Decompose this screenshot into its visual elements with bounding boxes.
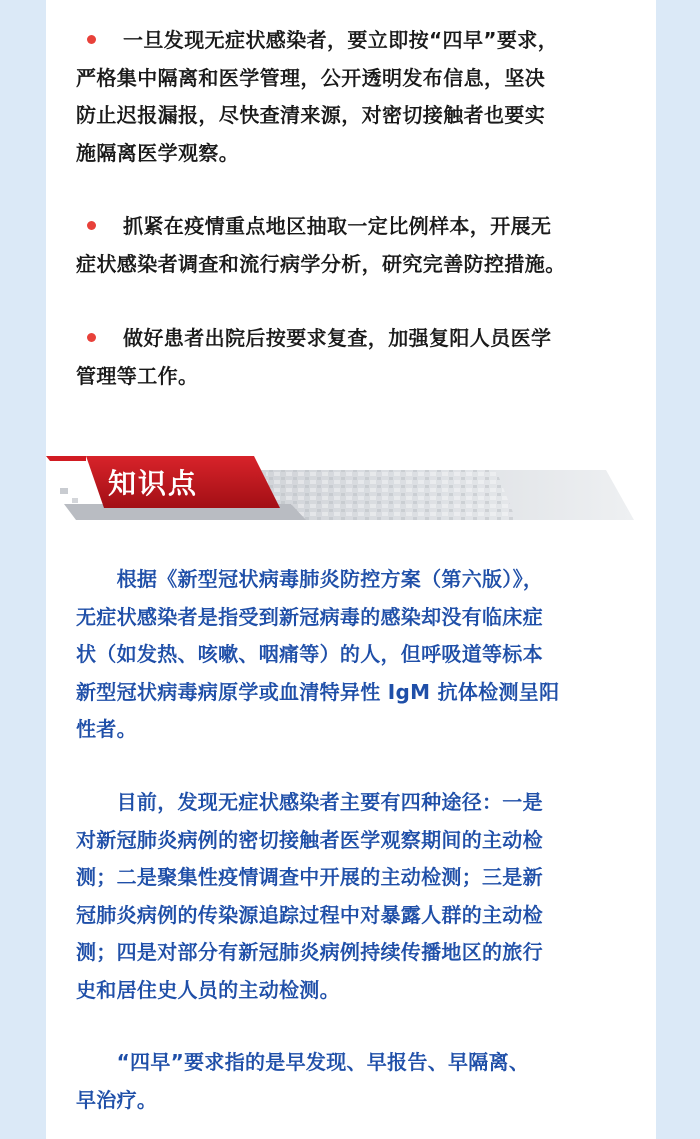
bullet-text: 防止迟报漏报，尽快查清来源，对密切接触者也要实 (76, 103, 546, 127)
bullet-text: 做好患者出院后按要求复查，加强复阳人员医学 (123, 326, 552, 350)
paragraph-line: 新型冠状病毒病原学或血清特异性 IgM 抗体检测呈阳 (76, 679, 560, 704)
bullet-dot-icon (87, 221, 96, 230)
content-card (46, 0, 656, 1139)
paragraph-line: 冠肺炎病例的传染源追踪过程中对暴露人群的主动检 (76, 902, 543, 927)
paragraph-2 (76, 784, 636, 1009)
bullet-text: 管理等工作。 (76, 363, 199, 388)
paragraph-line: 测；四是对部分有新冠肺炎病例持续传播地区的旅行 (76, 940, 543, 964)
bullet-text: 严格集中隔离和医学管理，公开透明发布信息，坚决 (76, 65, 546, 90)
paragraph-line: 根据《新型冠状病毒肺炎防控方案（第六版）》， (76, 567, 544, 591)
paragraph-line: “四早”要求指的是早发现、早报告、早隔离、 (76, 1050, 530, 1074)
paragraph-line: 对新冠肺炎病例的密切接触者医学观察期间的主动检 (76, 827, 543, 852)
bullet-line (76, 22, 636, 60)
bullet-line (76, 320, 636, 358)
bullet-text: 症状感染者调查和流行病学分析，研究完善防控措施。 (76, 251, 566, 276)
paragraph-line: 状（如发热、咳嗽、咽痛等）的人，但呼吸道等标本 (76, 642, 543, 666)
bullet-item-2 (76, 208, 636, 283)
section-banner (46, 448, 656, 528)
paragraph-line: 早治疗。 (76, 1087, 158, 1112)
bullet-line (76, 208, 636, 246)
paragraph-line: 测；二是聚集性疫情调查中开展的主动检测；三是新 (76, 865, 543, 889)
bullet-text: 施隔离医学观察。 (76, 140, 240, 165)
paragraph-line: 史和居住史人员的主动检测。 (76, 977, 340, 1002)
bullet-item-3 (76, 320, 636, 395)
bullet-item-1 (76, 22, 636, 172)
paragraph-1 (76, 561, 636, 749)
bullet-dot-icon (87, 333, 96, 342)
bullet-text: 一旦发现无症状感染者，要立即按“四早”要求， (123, 28, 559, 52)
paragraph-line: 性者。 (76, 717, 137, 741)
paragraph-line: 目前，发现无症状感染者主要有四种途径：一是 (76, 790, 543, 814)
bullet-text: 抓紧在疫情重点地区抽取一定比例样本，开展无 (123, 214, 552, 238)
paragraph-3 (76, 1044, 636, 1119)
banner-title: 知识点 (108, 467, 199, 500)
bullet-dot-icon (87, 35, 96, 44)
paragraph-line: 无症状感染者是指受到新冠病毒的感染却没有临床症 (76, 604, 543, 629)
